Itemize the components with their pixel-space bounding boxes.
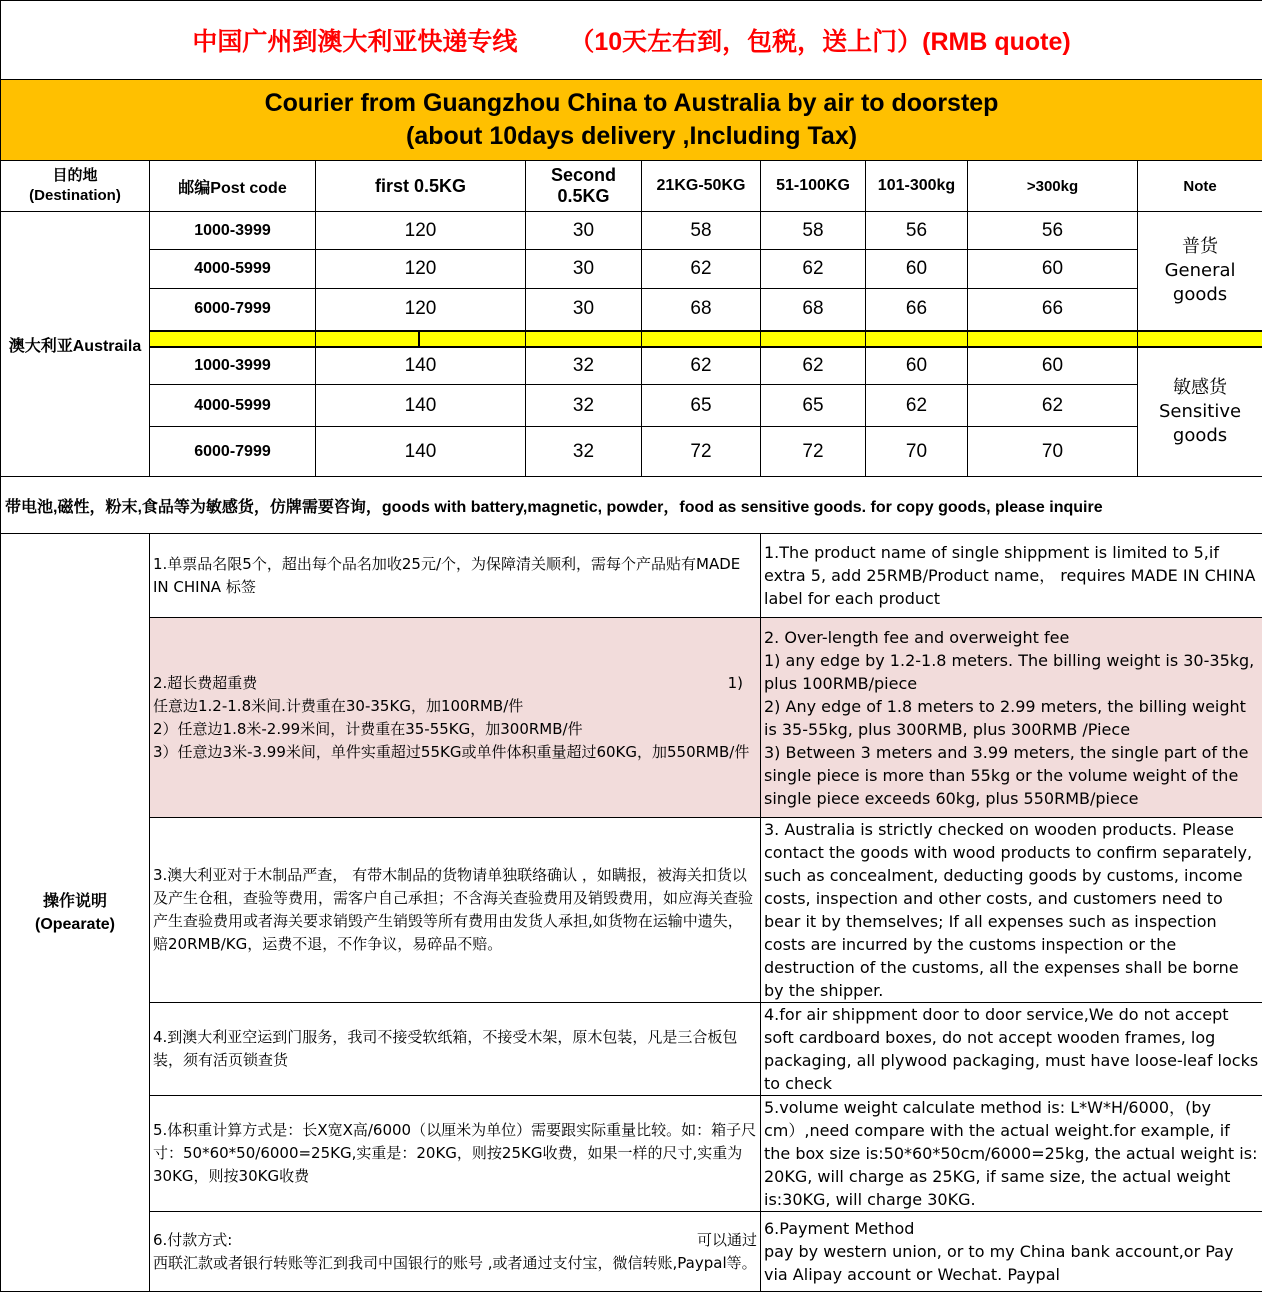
operate-row	[1, 1096, 1262, 1212]
header-postcode: 邮编Post code	[150, 161, 316, 212]
banner	[1, 80, 1262, 161]
operate-row	[1, 818, 1262, 1003]
title-terms: （10天左右到，包税，送上门）(RMB quote)	[569, 28, 1070, 56]
operate-en-2: 2. Over-length fee and overweight fee 1) any edge by 1.2-1.8 meters. The billing weight is 30-35kg, plus 100RMB/piece 2) Any edge of 1.8 meters to 2.99 meters, the billing weight is 35-55kg, plus 300RMB, plus 300RMB /Piece 3) Between 3 meters and 3.99 meters, the single part of the single piece is more than 55kg or the volume weight of the single piece exceeds 60kg, plus 550RMB/piece	[761, 618, 1262, 818]
operate-row	[1, 534, 1262, 618]
header-300kg-plus: >300kg	[968, 161, 1138, 212]
operate-en-4: 4.for air shippment door to door service,We do not accept soft cardboard boxes, do not accept wooden frames, log packaging, all plywood packaging, must have loose-leaf locks to check	[761, 1003, 1262, 1096]
operate-row	[1, 1003, 1262, 1096]
operate-cn-5: 5.体积重计算方式是：长X宽X高/6000（以厘米为单位）需要跟实际重量比较。如：箱子尺寸：50*60*50/6000=25KG,实重是：20KG，则按25KG收费，如果一样的尺寸,实重为30KG，则按30KG收费	[150, 1096, 761, 1212]
operate-en-3: 3. Australia is strictly checked on wooden products. Please contact the goods with wood products to confirm separately, such as concealment, deducting goods by customs, income costs, inspection and other costs, and customers need to bear it by themselves; If all expenses such as inspection costs are incurred by the customs inspection or the destruction of the customs, all the expenses shall be borne by the shipper.	[761, 818, 1262, 1003]
operate-cn-3: 3.澳大利亚对于木制品严查， 有带木制品的货物请单独联络确认 ，如瞒报，被海关扣货以及产生仓租，查验等费用，需客户自己承担；不含海关查验费用及销毁费用，如应海关查验产生查验费用或者海关要求销毁产生销毁等所有费用由发货人承担,如货物在运输中遗失，赔20RMB/KG，运费不退，不作争议，易碎品不赔。	[150, 818, 761, 1003]
header-21-50kg: 21KG-50KG	[642, 161, 761, 212]
table-row: 6000-7999 140 32 72 72 70 70	[1, 427, 1262, 477]
operate-en-5: 5.volume weight calculate method is: L*W*H/6000，(by cm）,need compare with the actual weight.for example, if the box size is:50*60*50cm/6000=25kg, the actual weight is: 20KG, will charge as 25KG, if same size, the actual weight is:30KG, will charge 30KG.	[761, 1096, 1262, 1212]
header-second: Second 0.5KG	[526, 161, 642, 212]
operate-cn-1: 1.单票品名限5个，超出每个品名加收25元/个，为保障清关顺利，需每个产品贴有MADE IN CHINA 标签	[150, 534, 761, 618]
operate-row	[1, 618, 1262, 818]
table-row: 4000-5999 140 32 65 65 62 62	[1, 385, 1262, 427]
sensitive-goods-warning: 带电池,磁性，粉末,食品等为敏感货，仿牌需要咨询，goods with battery,magnetic, powder，food as sensitive goods. for copy goods, please inquire	[1, 477, 1262, 534]
header-first: first 0.5KG	[316, 161, 526, 212]
operate-label: 操作说明 (Opearate)	[1, 534, 150, 1292]
operate-row	[1, 1212, 1262, 1292]
title-cn: 中国广州到澳大利亚快递专线	[192, 28, 517, 56]
header-101-300kg: 101-300kg	[866, 161, 968, 212]
header-destination: 目的地 (Destination)	[1, 161, 150, 212]
note-sensitive: 敏感货 Sensitive goods	[1138, 347, 1262, 477]
header-51-100kg: 51-100KG	[761, 161, 866, 212]
operate-cn-2: 2.超长费超重费 1) 任意边1.2-1.8米间.计费重在30-35KG，加100RMB/件 2）任意边1.8米-2.99米间，计费重在35-55KG，加300RMB/件 3）任意边3米-3.99米间，单件实重超过55KG或单件体积重量超过60KG，加550RMB/件	[150, 618, 761, 818]
note-general: 普货 General goods	[1138, 212, 1262, 331]
operate-en-1: 1.The product name of single shippment is limited to 5,if extra 5, add 25RMB/Product name， requires MADE IN CHINA label for each product	[761, 534, 1262, 618]
separator-row	[1, 331, 1262, 347]
table-row: 1000-3999 140 32 62 62 60 60 敏感货 Sensitive goods	[1, 347, 1262, 385]
banner-line-1: Courier from Guangzhou China to Australia by air to doorstep	[1, 87, 1262, 120]
destination-cell: 澳大利亚Austraila	[1, 212, 150, 477]
header-note: Note	[1138, 161, 1262, 212]
table-row: 4000-5999 120 30 62 62 60 60	[1, 250, 1262, 289]
page-title	[1, 1, 1262, 80]
table-row: 澳大利亚Austraila 1000-3999 120 30 58 58 56 56 普货 General goods	[1, 212, 1262, 250]
operate-cn-6: 6.付款方式: 可以通过 西联汇款或者银行转账等汇到我司中国银行的账号 ,或者通过支付宝，微信转账,Paypal等。	[150, 1212, 761, 1292]
banner-line-2: (about 10days delivery ,Including Tax)	[1, 120, 1262, 153]
operate-en-6: 6.Payment Method pay by western union, or to my China bank account,or Pay via Alipay account or Wechat. Paypal	[761, 1212, 1262, 1292]
operate-cn-4: 4.到澳大利亚空运到门服务，我司不接受软纸箱，不接受木架，原木包装，凡是三合板包装，须有活页锁查货	[150, 1003, 761, 1096]
table-row: 6000-7999 120 30 68 68 66 66	[1, 289, 1262, 331]
